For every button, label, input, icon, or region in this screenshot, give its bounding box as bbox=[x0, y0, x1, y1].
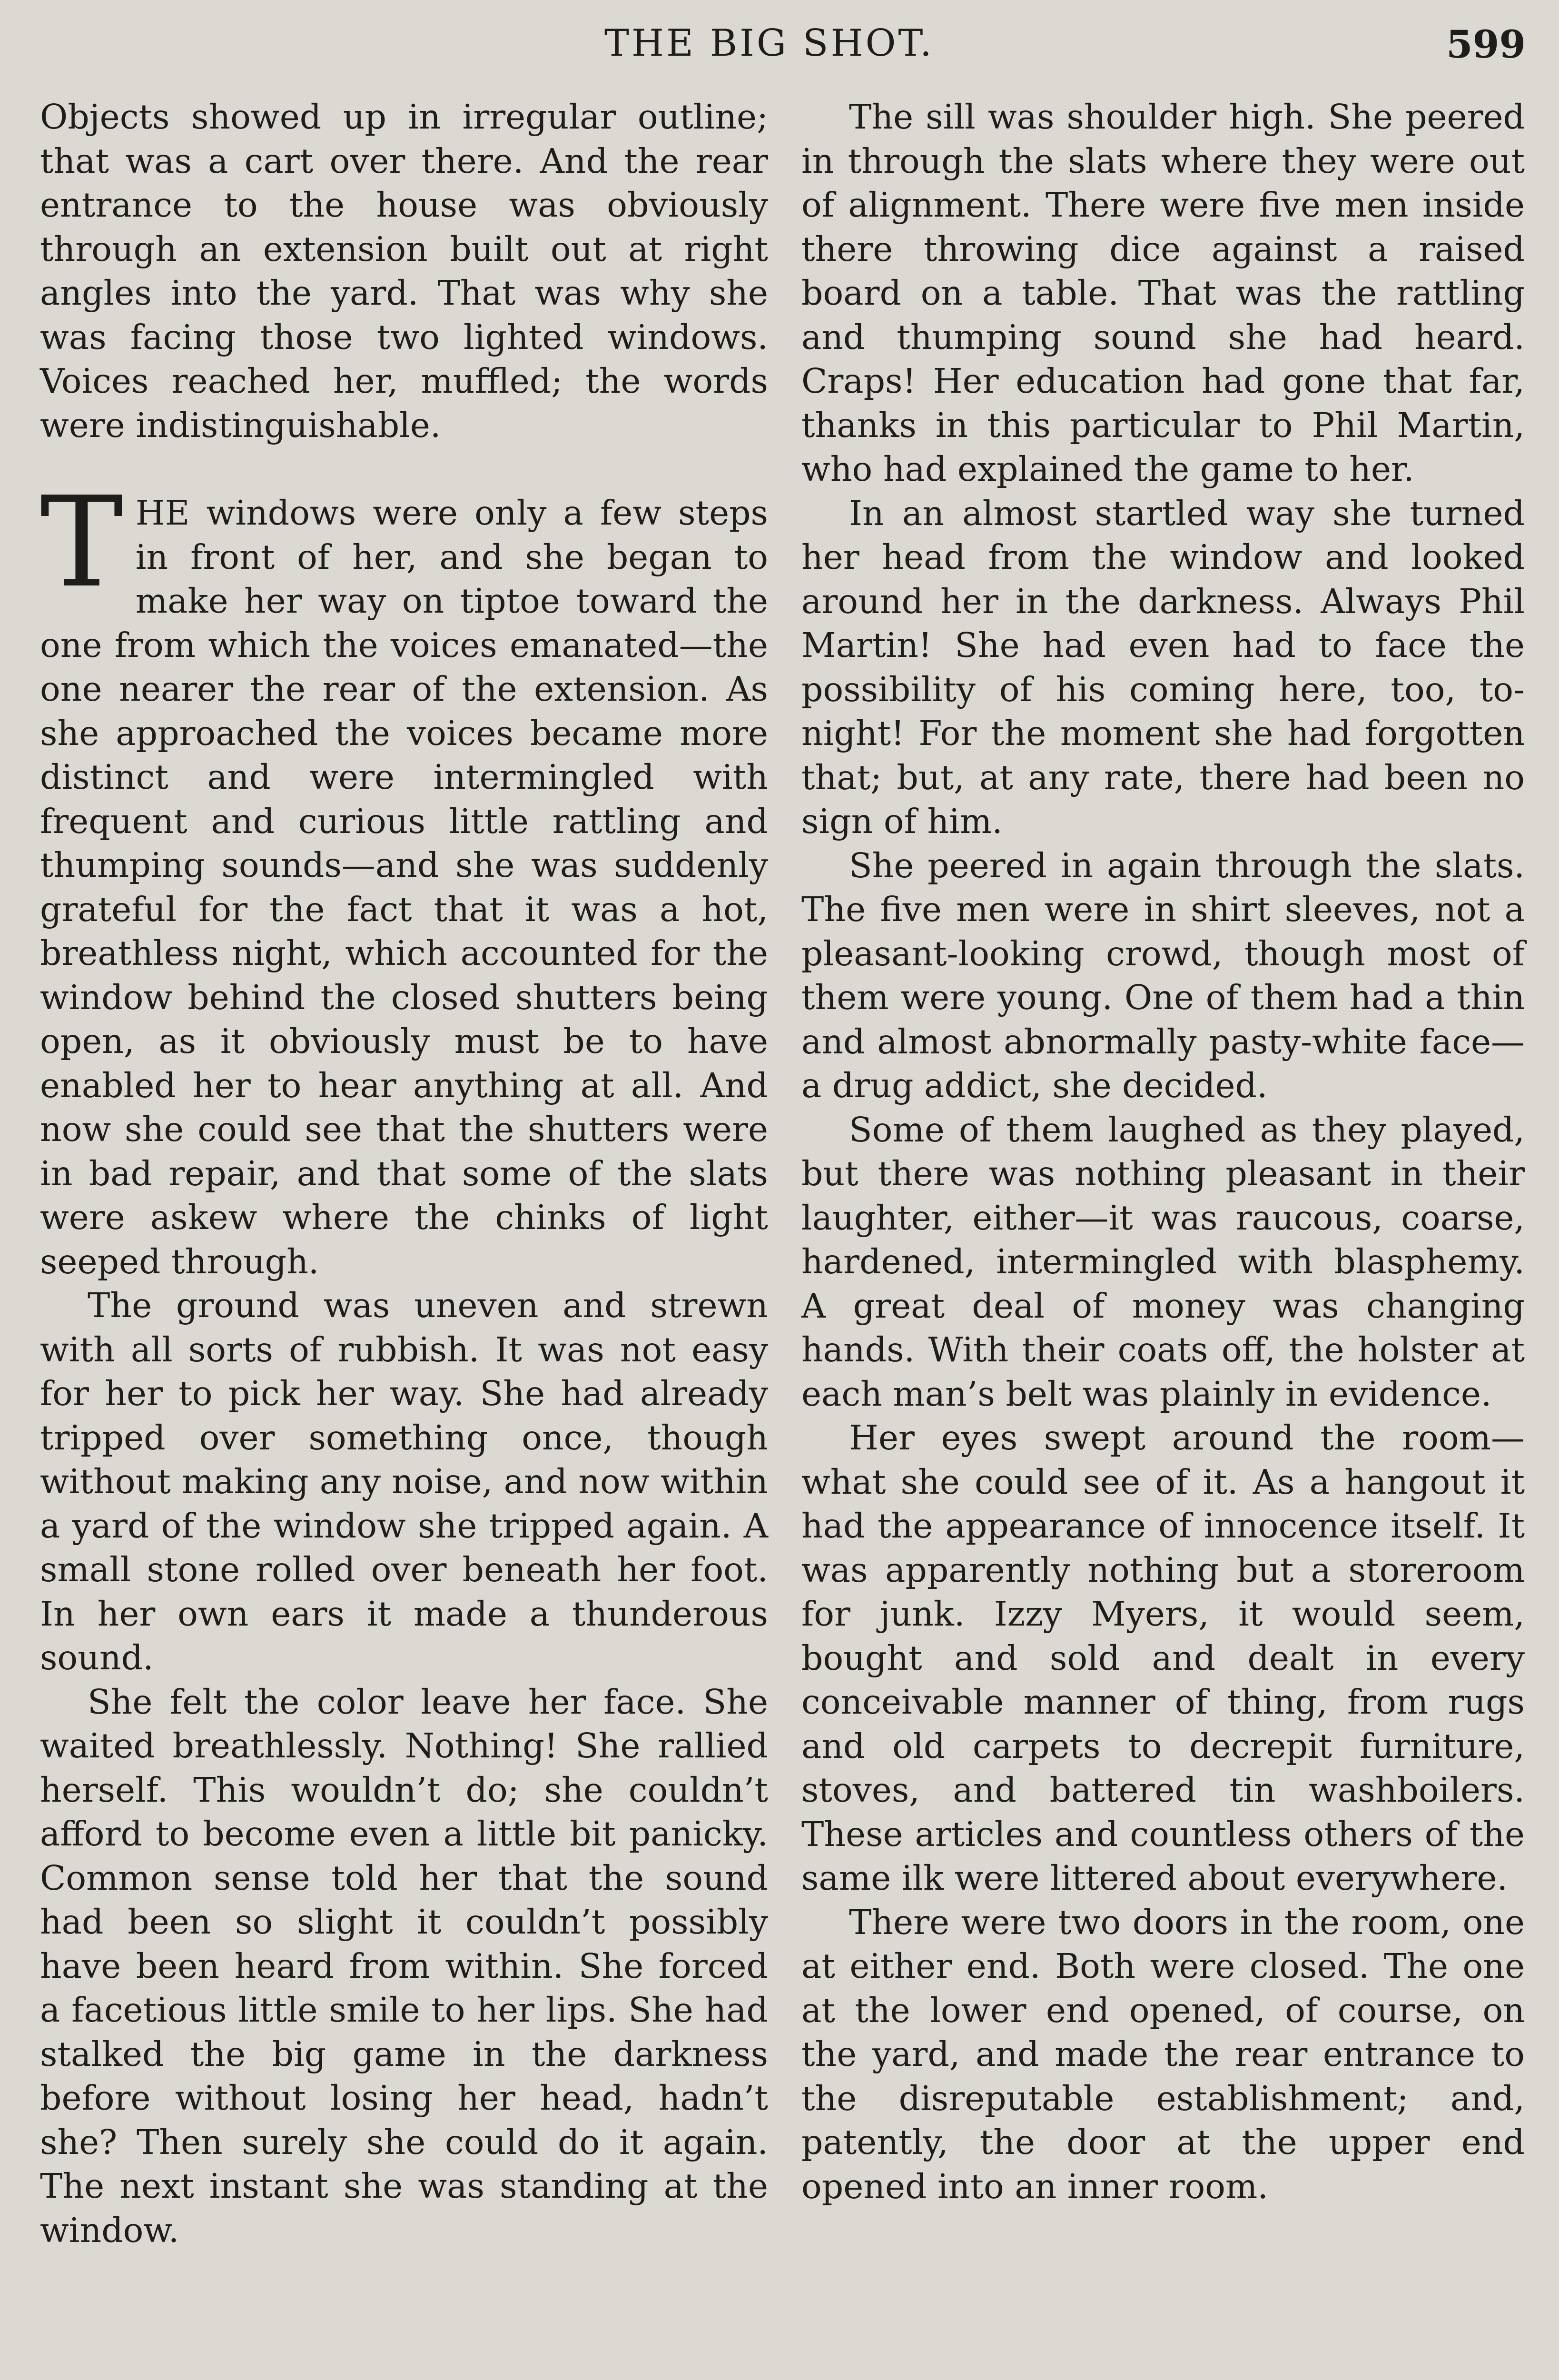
paragraph-with-drop-cap bbox=[40, 470, 768, 1284]
running-title: THE BIG SHOT. bbox=[604, 22, 934, 65]
paragraph: The ground was uneven and strewn with all sorts of rubbish. It was not easy for her to pick her way. She had already tripped over something once, though without making any noise, and now within a yard of the window she tripped again. A small stone rolled over beneath her foot. In her own ears it made a thunderous sound. bbox=[40, 1286, 768, 1677]
paragraph: There were two doors in the room, one at either end. Both were closed. The one at the lower end opened, of course, on the yard, and made the rear entrance to the disreputable establishment; and, patently, the door at the upper end opened into an inner room. bbox=[801, 1902, 1525, 2206]
paragraph: Objects showed up in irregular outline; that was a cart over there. And the rear entrance to the house was obviously through an extension built out at right angles into the yard. That was why she was facing those two lighted windows. Voices reached her, muffled; the words were indistinguishable. bbox=[40, 97, 768, 445]
paragraph: She felt the color leave her face. She waited breathlessly. Nothing! She rallied herself. This wouldn’t do; she couldn’t afford to become even a little bit panicky. Common sense told her that the sound had been so slight it couldn’t possibly have been heard from within. She forced a facetious little smile to her lips. She had stalked the big game in the darkness before without losing her head, hadn’t she? Then surely she could do it again. The next instant she was standing at the window. bbox=[40, 1682, 768, 2250]
running-head bbox=[0, 13, 1559, 70]
paragraph: Her eyes swept around the room—what she could see of it. As a hangout it had the appearance of innocence itself. It was apparently nothing but a storeroom for junk. Izzy Myers, it would seem, bought and sold and dealt in every conceivable manner of thing, from rugs and old carpets to decrepit furniture, stoves, and battered tin washboilers. These articles and countless others of the same ilk were littered about everywhere. bbox=[801, 1418, 1525, 1898]
paragraph: She peered in again through the slats. The five men were in shirt sleeves, not a pleasant-looking crowd, though most of them were young. One of them had a thin and almost abnormally pasty-white face—a drug addict, she decided. bbox=[801, 845, 1525, 1105]
paragraph: The sill was shoulder high. She peered in through the slats where they were out of alignment. There were five men inside there throwing dice against a raised board on a table. That was the rattling and thumping sound she had heard. Craps! Her education had gone that far, thanks in this particular to Phil Martin, who had explained the game to her. bbox=[801, 97, 1525, 489]
paragraph: Some of them laughed as they played, but there was nothing pleasant in their laughter, either—it was raucous, coarse, hardened, intermingled with blasphemy. A great deal of money was changing hands. With their coats off, the holster at each man’s belt was plainly in evidence. bbox=[801, 1110, 1525, 1414]
drop-cap: T bbox=[40, 470, 123, 615]
page-number: 599 bbox=[1446, 22, 1526, 67]
paragraph-text: HE windows were only a few steps in front of her, and she began to make her way on tiptoe toward the one from which the voices emanated—the one nearer the rear of the extension. As she approached the voices became more distinct and were intermingled with frequent and curious little rattling and thumping sounds—and she was suddenly grateful for the fact that it was a hot, breathless night, which accounted for the window behind the closed shutters being open, as it obviously must be to have enabled her to hear anything at all. And now she could see that the shutters were in bad repair, and that some of the slats were askew where the chinks of light seeped through. bbox=[40, 493, 768, 1281]
left-column bbox=[40, 95, 768, 2252]
paragraph: In an almost startled way she turned her head from the window and looked around her in the darkness. Always Phil Martin! She had even had to face the possibility of his coming here, too, to-night! For the moment she had forgotten that; but, at any rate, there had been no sign of him. bbox=[801, 493, 1525, 841]
right-column bbox=[801, 95, 1525, 2209]
